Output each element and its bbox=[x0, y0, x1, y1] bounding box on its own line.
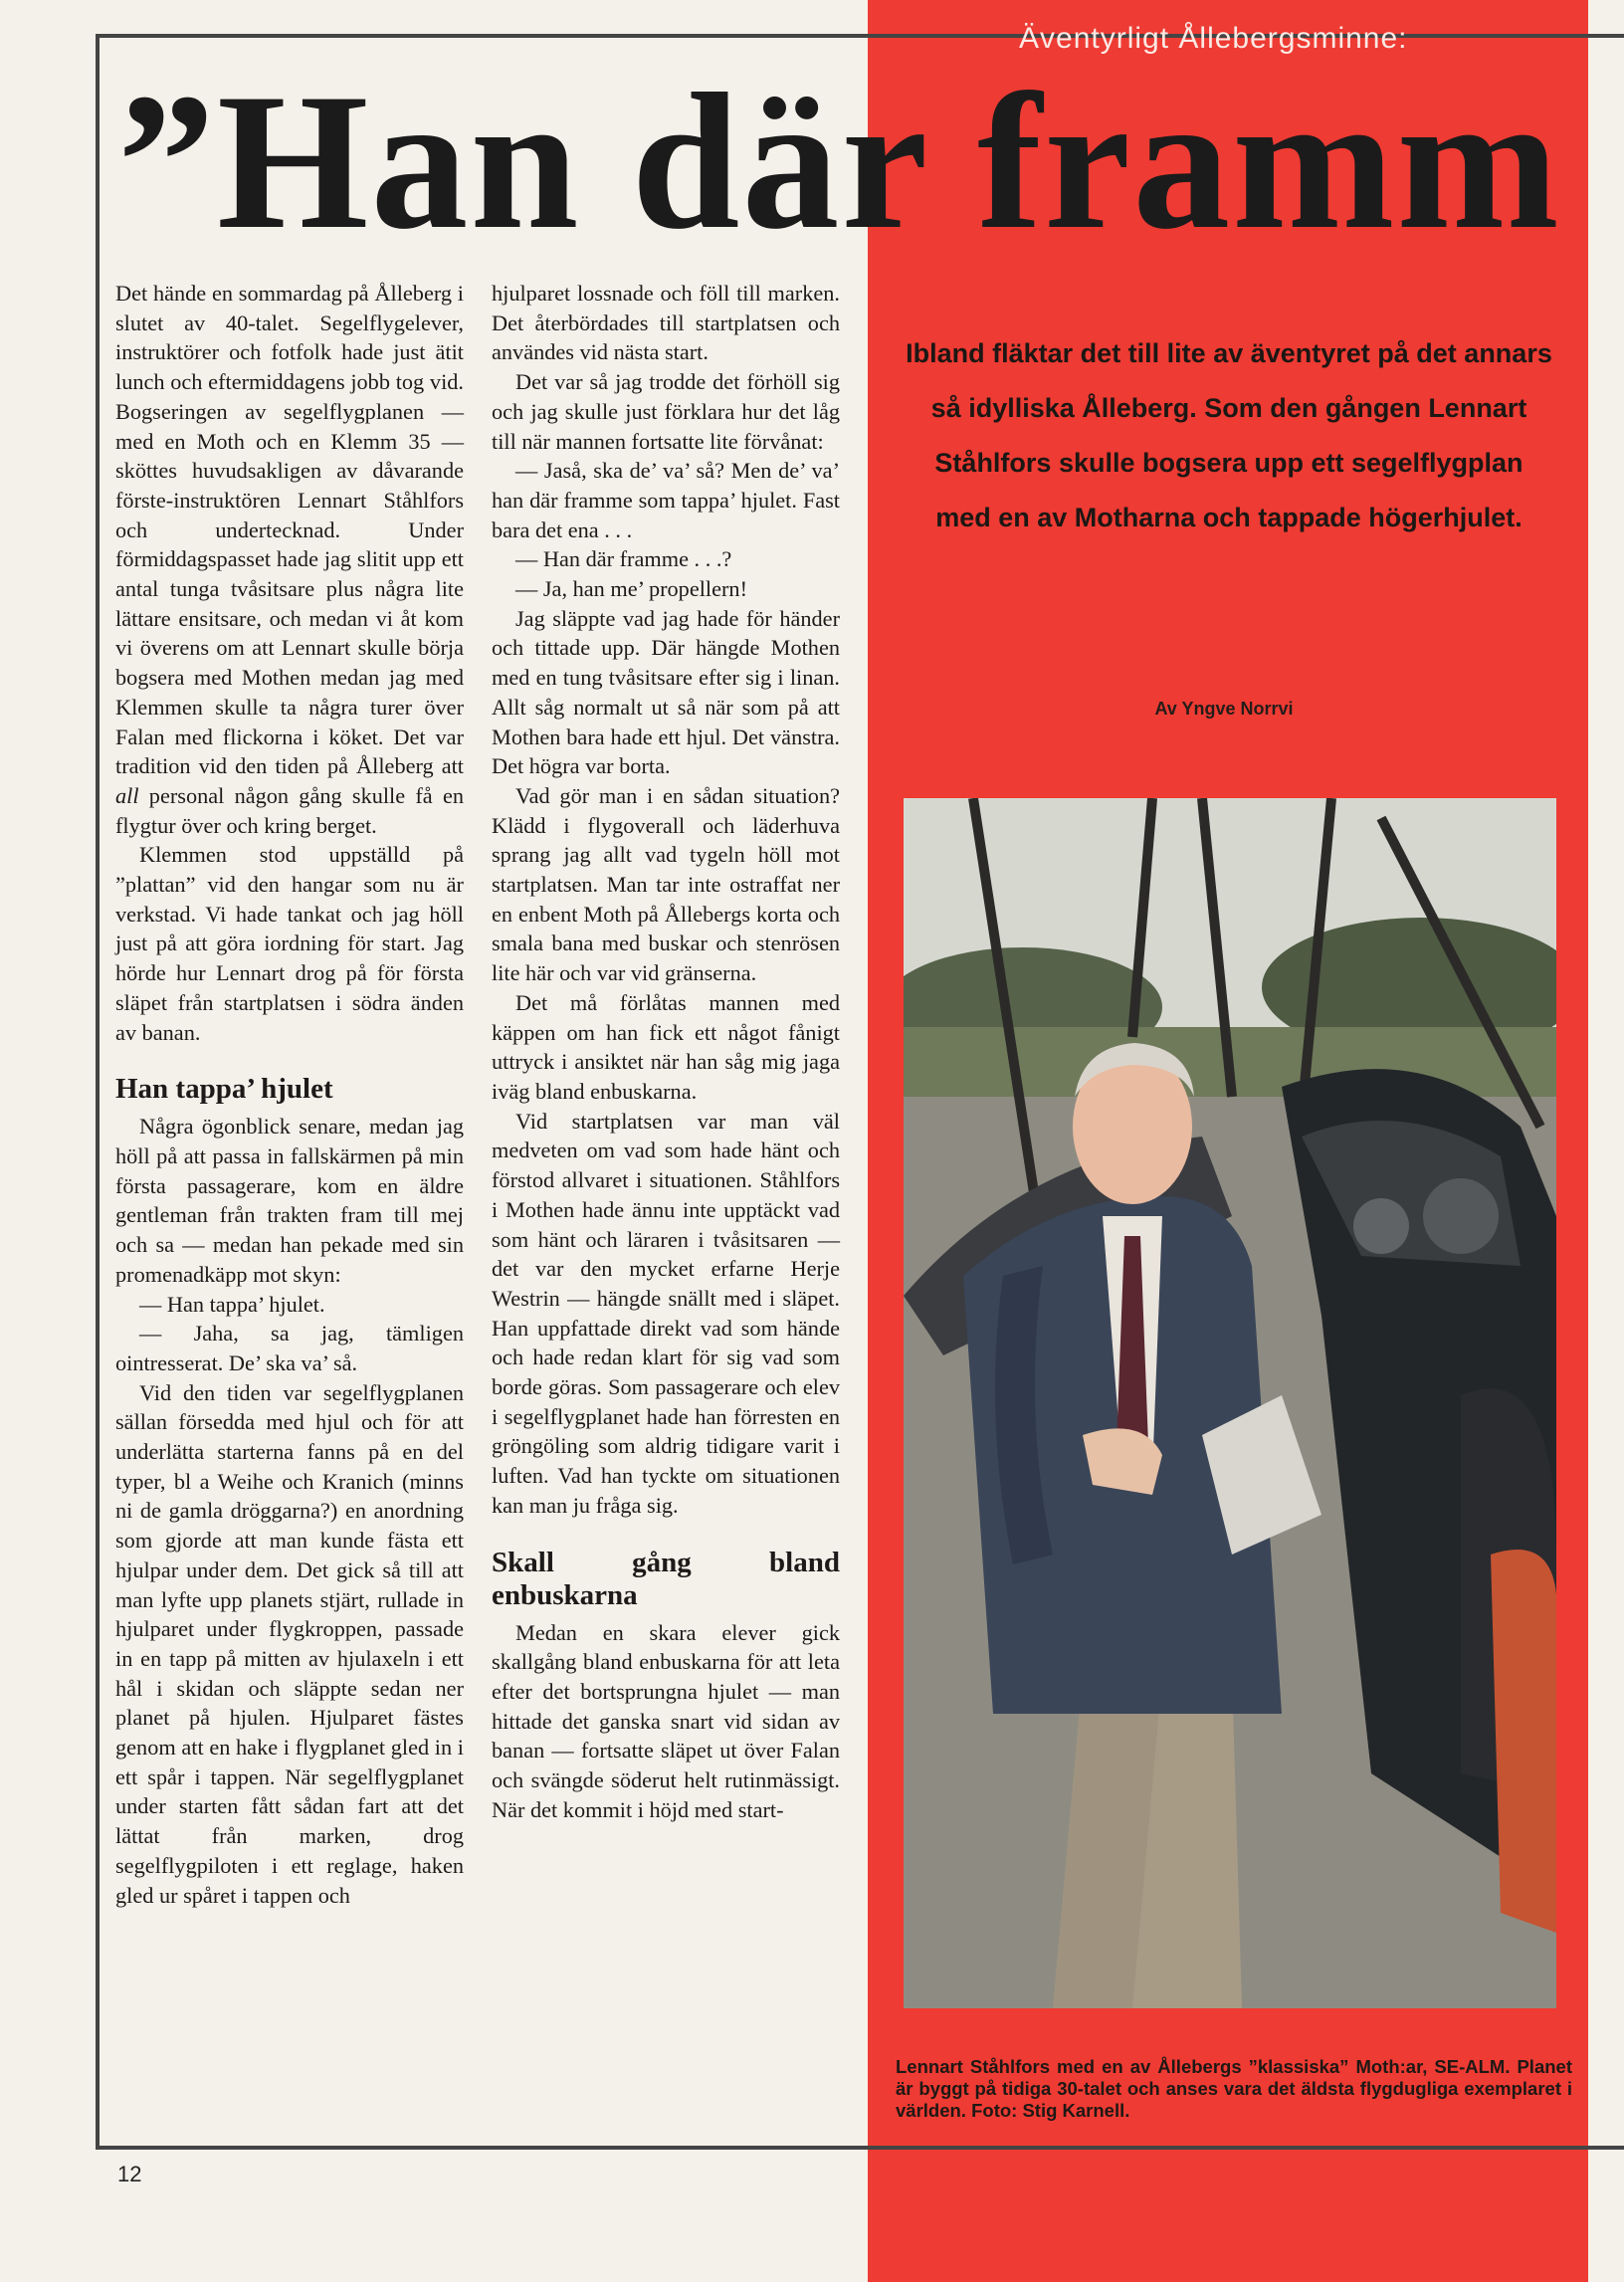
text-column-2 bbox=[492, 279, 840, 1824]
subheading: Skall gång bland enbuskarna bbox=[492, 1546, 840, 1611]
text-column-1 bbox=[115, 279, 464, 1910]
paragraph: Det må förlåtas mannen med käppen om han fick ett något fånigt uttryck i ansiktet när han såg mig jaga iväg bland enbuskarna. bbox=[492, 989, 840, 1104]
paragraph: Några ögonblick senare, medan jag höll på att passa in fallskärmen på min första passagerare, kom en äldre gentleman från trakten fram till mej och sa — medan han pekade med sin promenadkäpp mot skyn: bbox=[115, 1114, 464, 1287]
photo-caption: Lennart Ståhlfors med en av Ållebergs ”klassiska” Moth:ar, SE-ALM. Planet är byggt på tidiga 30-talet och anses vara det äldsta flygdugliga exemplaret i världen. Foto: Stig Karnell. bbox=[896, 2056, 1572, 2121]
paragraph: Klemmen stod uppställd på ”plattan” vid den hangar som nu är verkstad. Vi hade tankat och jag höll just på att göra iordning för start. Jag hörde hur Lennart drog på för första släpet från startplatsen i södra änden av banan. bbox=[115, 842, 464, 1045]
article-byline: Av Yngve Norrvi bbox=[1154, 699, 1294, 719]
article-headline: ”Han där framm bbox=[117, 54, 1561, 270]
article-lede: Ibland fläktar det till lite av äventyret på det annars så idylliska Ålleberg. Som den gången Lennart Ståhlfors skulle bogsera upp ett segelflygplan med en av Motharna och tappade högerhjulet. bbox=[906, 338, 1552, 532]
paragraph: Det hände en sommardag på Ålleberg i slutet av 40-talet. Segelflygelever, instruktörer och fotfolk hade just ätit lunch och eftermiddagens jobb tog vid. Bogseringen av segelflygplanen — med en Moth och en Klemm 35 — sköttes huvudsakligen av dåvarande förste-instruktören Lennart Ståhlfors och undertecknad. Under förmiddagspasset hade jag slitit upp ett antal tunga tvåsitsare plus några lite lättare ensitsare, och medan vi åt kom vi överens om att Lennart skulle börja bogsera med Mothen medan jag med Klemmen skulle ta några turer över Falan med flickorna i köket. Det var tradition vid den tiden på Ålleberg att all personal någon gång skulle få en flygtur över och kring berget. bbox=[115, 281, 464, 838]
paragraph: Jag släppte vad jag hade för händer och tittade upp. Där hängde Mothen med en tung tvåsitsare efter sig i linan. Allt såg normalt ut så när som på att Mothen bara hade ett hjul. Det vänstra. Det högra var borta. bbox=[492, 605, 840, 779]
paragraph: — Han tappa’ hjulet. bbox=[139, 1291, 325, 1317]
paragraph: Vid startplatsen var man väl medveten om vad som hade hänt och förstod allvaret i situationen. Ståhlfors i Mothen hade ännu inte upptäckt vad som hänt och läraren i tvåsitsaren — det var den mycket erfarne Herje Westrin — hängde snällt med i släpet. Han uppfattade direkt vad som hände och hade redan klart för sig vad som borde göras. Som passagerare och elev i segelflygplanet hade han förresten en gröngöling som aldrig tidigare varit i luften. Vad han tyckte om situationen kan man ju fråga sig. bbox=[492, 1108, 840, 1518]
paragraph: Vad gör man i en sådan situation? Klädd i flygoverall och läderhuva sprang jag allt vad tygeln höll mot startplatsen. Man tar inte ostraffat ner en enbent Moth på Ållebergs korta och smala bana med buskar och stenrösen lite här och var vid gränserna. bbox=[492, 782, 840, 986]
paragraph: Medan en skara elever gick skallgång bland enbuskarna för att leta efter det bortsprungna hjulet — man hittade det ganska snart vid sidan av banan — fortsatte släpet ut över Falan och svängde söderut helt rutinmässigt. När det kommit i höjd med start- bbox=[492, 1619, 840, 1822]
paragraph: Det var så jag trodde det förhöll sig och jag skulle just förklara hur det låg till när mannen fortsatte lite förvånat: bbox=[492, 369, 840, 454]
article-photo bbox=[904, 798, 1556, 2008]
paragraph: — Han där framme . . .? bbox=[515, 546, 732, 572]
page-number: 12 bbox=[117, 2162, 142, 2186]
subheading: Han tappa’ hjulet bbox=[115, 1073, 333, 1106]
paragraph: — Jaha, sa jag, tämligen ointresserat. De’ ska va’ så. bbox=[115, 1321, 464, 1375]
article-kicker: Äventyrligt Ållebergsminne: bbox=[1019, 22, 1408, 55]
paragraph: Vid den tiden var segelflygplanen sällan försedda med hjul och för att underlätta starterna fanns på en del typer, bl a Weihe och Kranich (minns ni de gamla dröggarna?) en anordning som gjorde att man kunde fästa ett hjulpar under dem. Det gick så till att man lyfte upp planets stjärt, rullade in hjulparet under flygkroppen, passade in en tapp på mitten av hjulaxeln i ett hål i skidan och släppte sedan ner planet på hjulen. Hjulparet fästes genom att en hake i flygplanet gled in i ett spår i tappen. När segelflygplanet under starten fått sådan fart att det lättat från marken, drog segelflygpiloten i ett reglage, haken gled ur spåret i tappen och bbox=[115, 1379, 464, 1908]
paragraph: — Jaså, ska de’ va’ så? Men de’ va’ han där framme som tappa’ hjulet. Fast bara det ena . . . bbox=[492, 458, 840, 542]
photo-illustration bbox=[904, 798, 1556, 2008]
paragraph: hjulparet lossnade och föll till marken. Det återbördades till startplatsen och användes vid nästa start. bbox=[492, 281, 840, 365]
paragraph: — Ja, han me’ propellern! bbox=[515, 576, 747, 602]
